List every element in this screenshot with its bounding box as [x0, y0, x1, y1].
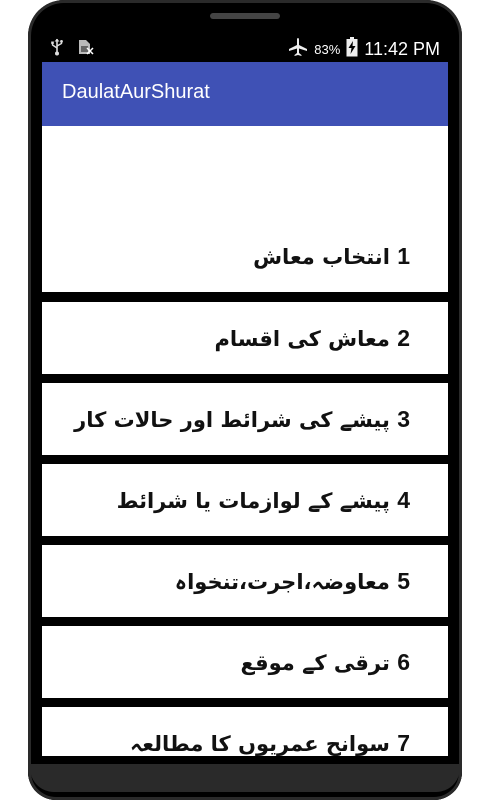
list-item-label: 2 معاش کی اقسام [214, 325, 410, 351]
list-item[interactable] [42, 707, 448, 756]
clock: 11:42 PM [364, 38, 440, 59]
sim-off-icon [78, 38, 94, 60]
list-item[interactable] [42, 383, 448, 455]
list-item[interactable] [42, 126, 448, 292]
battery-charging-icon [346, 37, 358, 61]
airplane-icon [288, 37, 308, 61]
list-item-label: 5 معاوضہ،اجرت،تنخواہ [174, 568, 410, 594]
topic-list [42, 126, 448, 756]
bottom-edge [30, 764, 460, 792]
app-title: DaulatAurShurat [62, 81, 210, 103]
list-item-label: 1 انتخاب معاش [253, 243, 410, 269]
status-bar [42, 34, 448, 62]
app-bar [42, 62, 448, 126]
list-item-label: 7 سوانح عمریوں کا مطالعہ [129, 730, 410, 756]
usb-icon [50, 38, 64, 60]
battery-percentage: 83% [314, 41, 341, 57]
list-item[interactable] [42, 545, 448, 617]
list-item[interactable] [42, 302, 448, 374]
list-item-label: 6 ترقی کے موقع [240, 649, 410, 675]
list-item-label: 4 پیشے کے لوازمات یا شرائط [116, 487, 410, 513]
speaker-grille [210, 13, 280, 19]
list-item[interactable] [42, 626, 448, 698]
list-item-label: 3 پیشے کی شرائط اور حالات کار [74, 406, 410, 432]
list-item[interactable] [42, 464, 448, 536]
